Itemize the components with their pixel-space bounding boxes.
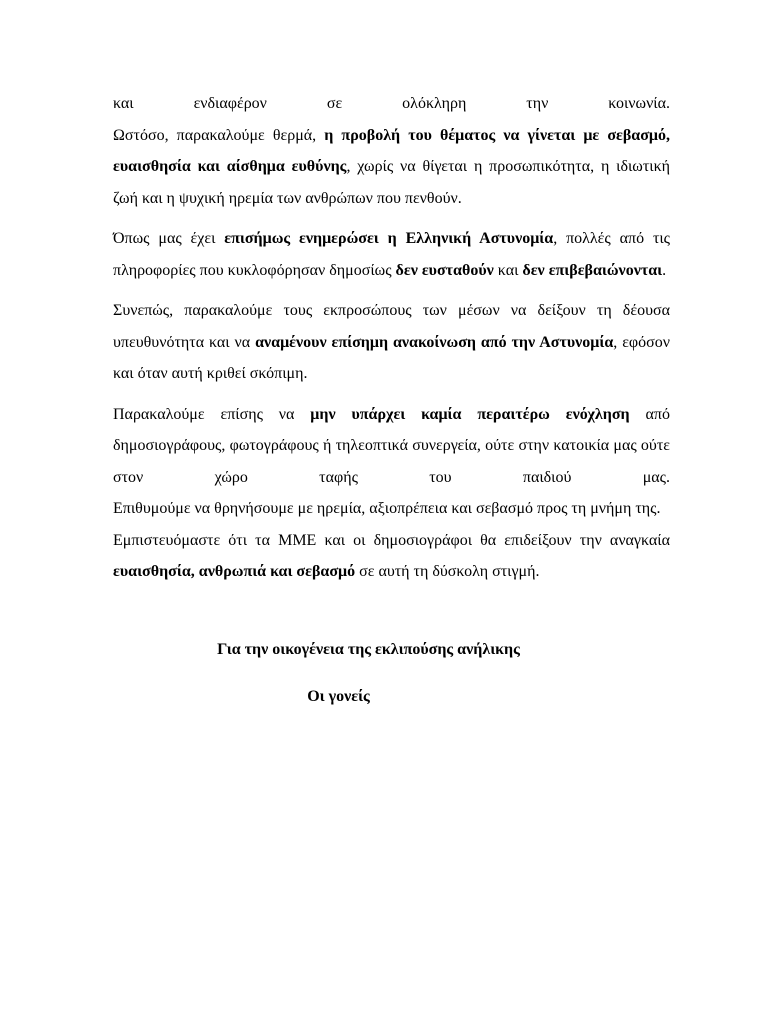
closing-block (113, 634, 670, 713)
text-run: από δημοσιογράφους, φωτογράφους ή τηλεοπτικά συνεργεία, ούτε στην κατοικία μας ούτε στον χώρο ταφής του παιδιού μας. (113, 405, 670, 486)
bold-text-run: μην υπάρχει καμία περαιτέρω ενόχληση (310, 405, 630, 423)
document-body (113, 88, 670, 588)
closing-signature-line: Για την οικογένεια της εκλιπούσης ανήλικης (217, 640, 520, 658)
text-run: και (493, 261, 523, 279)
bold-text-run: αναμένουν επίσημη ανακοίνωση από την Αστυνομία (255, 333, 614, 351)
paragraph-police-information (113, 223, 670, 286)
paragraph-respect-request (113, 120, 670, 215)
text-run: Όπως μας έχει (113, 230, 225, 247)
paragraph-continuation-line (113, 88, 670, 120)
bold-text-run: δεν επιβεβαιώνονται (522, 261, 663, 279)
closing-signoff: Οι γονείς (307, 688, 370, 705)
paragraph-trust-media (113, 525, 670, 588)
text-run: Ωστόσο, παρακαλούμε θερμά, (113, 126, 325, 144)
bold-text-run: ευαισθησία, ανθρωπιά και σεβασμό (113, 563, 356, 580)
text-run: Εμπιστευόμαστε ότι τα ΜΜΕ και οι δημοσιογράφοι θα επιδείξουν την αναγκαία (113, 531, 670, 549)
paragraph-await-announcement (113, 295, 670, 390)
text-run: , χωρίς να θίγεται η προσωπικότητα, η ιδιωτική ζωή και η ψυχική ηρεμία των ανθρώπων που πενθούν. (113, 158, 671, 207)
paragraph-no-disturbance (113, 399, 670, 494)
text-run: , πολλές από τις πληροφορίες που κυκλοφόρησαν δημοσίως (113, 230, 671, 279)
text-run: Επιθυμούμε να θρηνήσουμε με ηρεμία, αξιοπρέπεια και σεβασμό προς τη μνήμη της. (113, 500, 661, 517)
bold-text-run: επισήμως ενημερώσει η Ελληνική Αστυνομία (224, 230, 554, 247)
bold-text-run: η προβολή του θέματος να γίνεται με σεβασμό, ευαισθησία και αίσθημα ευθύνης (113, 126, 670, 175)
text-run: , εφόσον και όταν αυτή κριθεί σκόπιμη. (113, 333, 671, 382)
text-run: Παρακαλούμε επίσης να (113, 405, 311, 423)
paragraph-mourn-in-peace (113, 493, 670, 525)
text-run: . (662, 261, 667, 279)
text-run: Συνεπώς, παρακαλούμε τους εκπροσώπους των μέσων να δείξουν τη δέουσα υπευθυνότητα και να (113, 302, 670, 351)
text-run: σε αυτή τη δύσκολη στιγμή. (355, 563, 540, 580)
text-run: και ενδιαφέρον σε ολόκληρη την κοινωνία. (113, 95, 670, 112)
bold-text-run: δεν ευσταθούν (395, 261, 494, 279)
